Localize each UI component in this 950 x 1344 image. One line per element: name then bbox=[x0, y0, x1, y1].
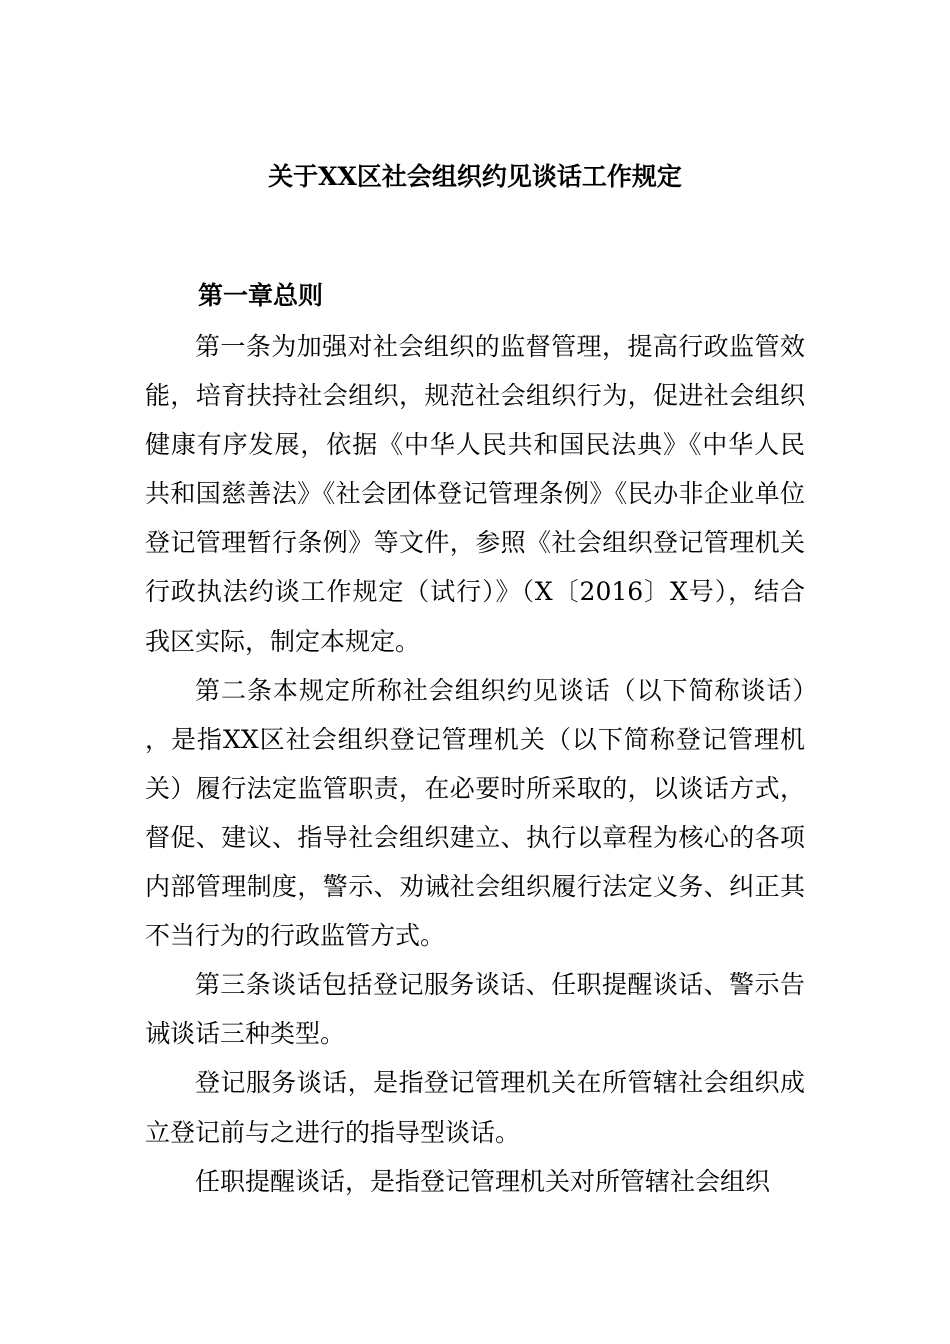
paragraph-appointment-talk: 任职提醒谈话，是指登记管理机关对所管辖社会组织 bbox=[195, 1166, 771, 1196]
paragraph-article-1: 第一条为加强对社会组织的监督管理，提高行政监管效能，培育扶持社会组织，规范社会组织行为，促进社会组织健康有序发展，依据《中华人民共和国民法典》《中华人民共和国慈善法》《社会团体登记管理条例》《民办非企业单位登记管理暂行条例》等文件，参照《社会组织登记管理机关行政执法约谈工作规定（试行）》（X〔2016〕X号），结合我区实际，制定本规定。 bbox=[145, 332, 805, 656]
document-title: 关于XX区社会组织约见谈话工作规定 bbox=[268, 162, 682, 191]
document-body bbox=[145, 322, 805, 1206]
paragraph-article-2: 第二条本规定所称社会组织约见谈话（以下简称谈话），是指XX区社会组织登记管理机关（以下简称登记管理机关）履行法定监管职责，在必要时所采取的，以谈话方式，督促、建议、指导社会组织建立、执行以章程为核心的各项内部管理制度，警示、劝诫社会组织履行法定义务、纠正其不当行为的行政监管方式。 bbox=[145, 675, 805, 951]
paragraph-registration-talk: 登记服务谈话，是指登记管理机关在所管辖社会组织成立登记前与之进行的指导型谈话。 bbox=[145, 1068, 805, 1147]
paragraph-article-3: 第三条谈话包括登记服务谈话、任职提醒谈话、警示告诫谈话三种类型。 bbox=[145, 970, 805, 1049]
chapter-heading: 第一章总则 bbox=[198, 281, 324, 310]
